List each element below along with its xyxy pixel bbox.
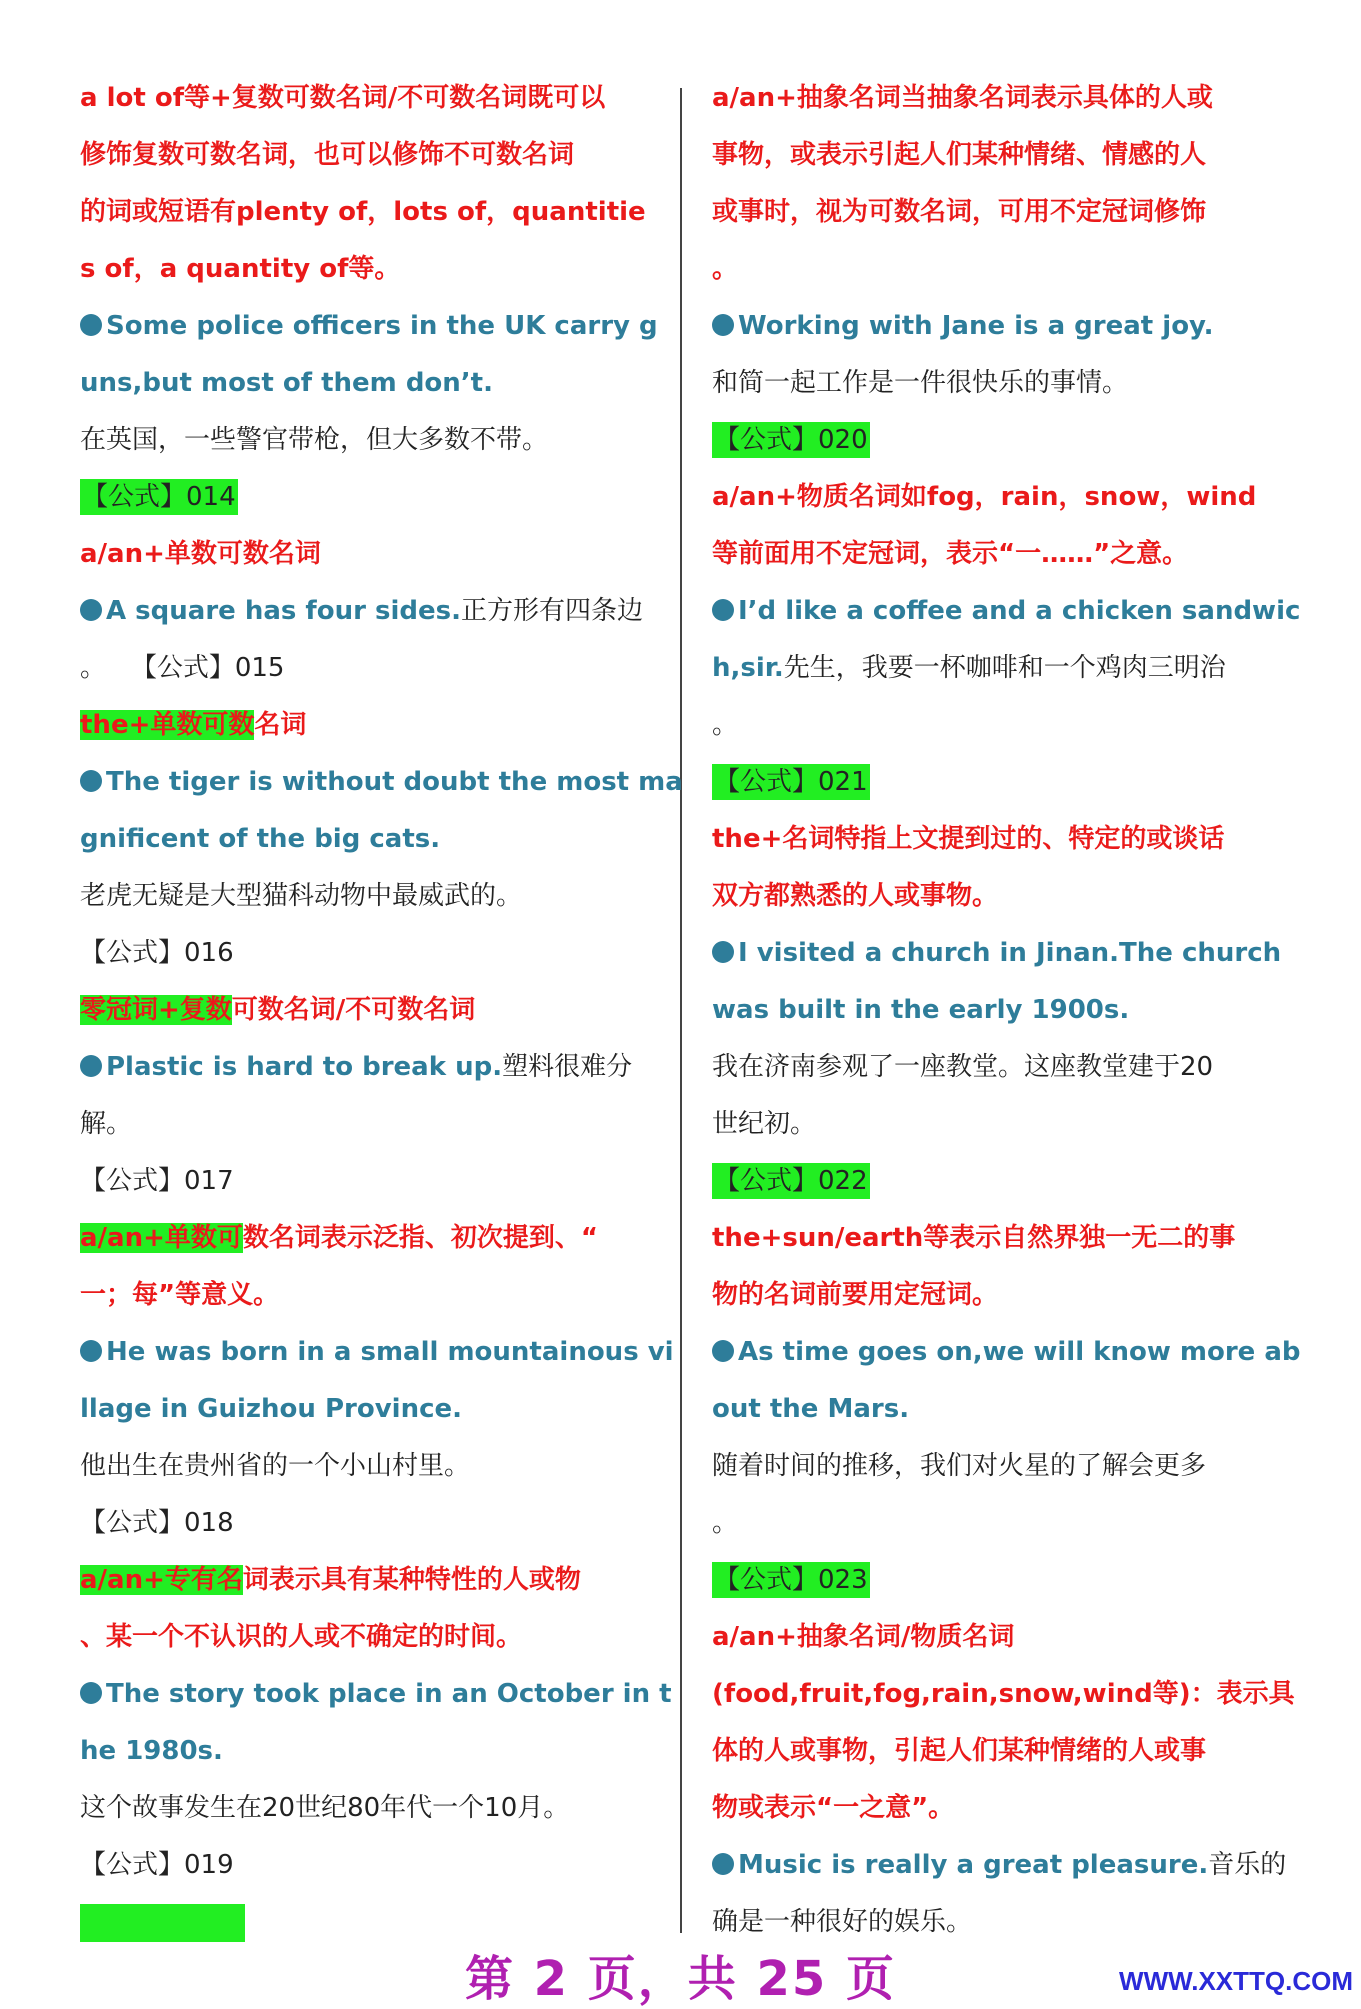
rule-text: a/an+专有名词表示具有某种特性的人或物 (80, 1565, 581, 1595)
example-sentence: he 1980s. (80, 1736, 223, 1766)
rule-text: a lot of等+复数可数名词/不可数名词既可以 (80, 83, 606, 113)
rule-text: 。 (712, 254, 739, 284)
rule-text: a/an+单数可数名词表示泛指、初次提到、“ (80, 1223, 598, 1253)
bullet-icon (712, 1340, 734, 1362)
rule-text: 、某一个不认识的人或不确定的时间。 (80, 1622, 523, 1652)
example-sentence: Plastic is hard to break up.塑料很难分 (80, 1039, 670, 1096)
bullet-icon (712, 599, 734, 621)
example-sentence: gnificent of the big cats. (80, 824, 441, 854)
example-sentence: Working with Jane is a great joy. (712, 298, 1302, 355)
rule-text: 一；每”等意义。 (80, 1280, 280, 1310)
translation: 在英国，一些警官带枪，但大多数不带。 (80, 425, 549, 455)
site-link[interactable]: WWW.XXTTQ.COM (1119, 1966, 1353, 1996)
green-highlight (80, 1904, 245, 1942)
column-divider (680, 88, 682, 1933)
rule-text: 或事时，视为可数名词，可用不定冠词修饰 (712, 197, 1207, 227)
translation: 。 (712, 1508, 739, 1538)
example-sentence: Some police officers in the UK carry g (80, 298, 670, 355)
example-sentence: out the Mars. (712, 1394, 910, 1424)
rule-text: (food,fruit,fog,rain,snow,wind等)：表示具 (712, 1679, 1295, 1709)
translation: 解。 (80, 1109, 133, 1139)
rule-text: 修饰复数可数名词，也可以修饰不可数名词 (80, 140, 575, 170)
example-sentence: He was born in a small mountainous vi (80, 1324, 670, 1381)
translation: 这个故事发生在20世纪80年代一个10月。 (80, 1793, 570, 1823)
rule-text: 双方都熟悉的人或事物。 (712, 881, 999, 911)
rule-text: 等前面用不定冠词，表示“一……”之意。 (712, 539, 1189, 569)
translation: 和简一起工作是一件很快乐的事情。 (712, 368, 1129, 398)
bullet-icon (712, 941, 734, 963)
bullet-icon (80, 1340, 102, 1362)
rule-text: 零冠词+复数可数名词/不可数名词 (80, 995, 476, 1025)
bullet-icon (80, 1682, 102, 1704)
bullet-icon (712, 314, 734, 336)
right-column (712, 70, 1302, 1951)
formula-label: 【公式】023 (712, 1552, 1302, 1609)
rule-text: 的词或短语有plenty of，lots of，quantitie (80, 197, 646, 227)
formula-label: 【公式】017 (80, 1166, 234, 1196)
example-sentence: I visited a church in Jinan.The church (712, 925, 1302, 982)
translation: 随着时间的推移，我们对火星的了解会更多 (712, 1451, 1207, 1481)
bullet-icon (80, 314, 102, 336)
example-sentence: A square has four sides.正方形有四条边 (80, 583, 670, 640)
translation: 我在济南参观了一座教堂。这座教堂建于20 (712, 1052, 1214, 1082)
example-sentence: llage in Guizhou Province. (80, 1394, 463, 1424)
bullet-icon (80, 1055, 102, 1077)
rule-text: 体的人或事物，引起人们某种情绪的人或事 (712, 1736, 1207, 1766)
formula-label: 【公式】021 (712, 754, 1302, 811)
rule-text: a/an+抽象名词当抽象名词表示具体的人或 (712, 83, 1213, 113)
formula-label: 。 【公式】015 (80, 653, 285, 683)
formula-label: 【公式】020 (712, 412, 1302, 469)
rule-text: 物的名词前要用定冠词。 (712, 1280, 999, 1310)
left-column (80, 70, 683, 1951)
bullet-icon (80, 770, 102, 792)
example-sentence: Music is really a great pleasure.音乐的 (712, 1837, 1302, 1894)
formula-label: 【公式】019 (80, 1850, 234, 1880)
rule-text: a/an+物质名词如fog，rain，snow，wind (712, 482, 1257, 512)
rule-text: the+名词特指上文提到过的、特定的或谈话 (712, 824, 1225, 854)
rule-text: 物或表示“一之意”。 (712, 1793, 955, 1823)
example-sentence: I’d like a coffee and a chicken sandwic (712, 583, 1302, 640)
translation: 世纪初。 (712, 1109, 817, 1139)
rule-text: 事物，或表示引起人们某种情绪、情感的人 (712, 140, 1207, 170)
example-sentence: The story took place in an October in t (80, 1666, 670, 1723)
rule-text: the+单数可数名词 (80, 710, 307, 740)
bullet-icon (80, 599, 102, 621)
translation: 老虎无疑是大型猫科动物中最威武的。 (80, 881, 523, 911)
example-sentence: was built in the early 1900s. (712, 995, 1130, 1025)
example-sentence: h,sir.先生，我要一杯咖啡和一个鸡肉三明治 (712, 653, 1226, 683)
translation: 他出生在贵州省的一个小山村里。 (80, 1451, 471, 1481)
page-number: 第 2 页，共 25 页 (464, 1951, 897, 2007)
formula-label: 【公式】014 (80, 469, 670, 526)
example-sentence: The tiger is without doubt the most ma (80, 754, 670, 811)
formula-label: 【公式】022 (712, 1153, 1302, 1210)
bullet-icon (712, 1853, 734, 1875)
rule-text: s of，a quantity of等。 (80, 254, 401, 284)
translation: 确是一种很好的娱乐。 (712, 1907, 973, 1937)
rule-text: a/an+抽象名词/物质名词 (712, 1622, 1015, 1652)
formula-label: 【公式】018 (80, 1508, 234, 1538)
rule-text: the+sun/earth等表示自然界独一无二的事 (712, 1223, 1236, 1253)
translation: 。 (712, 710, 739, 740)
rule-text: a/an+单数可数名词 (80, 539, 321, 569)
formula-label: 【公式】016 (80, 938, 234, 968)
example-sentence: uns,but most of them don’t. (80, 368, 493, 398)
example-sentence: As time goes on,we will know more ab (712, 1324, 1302, 1381)
